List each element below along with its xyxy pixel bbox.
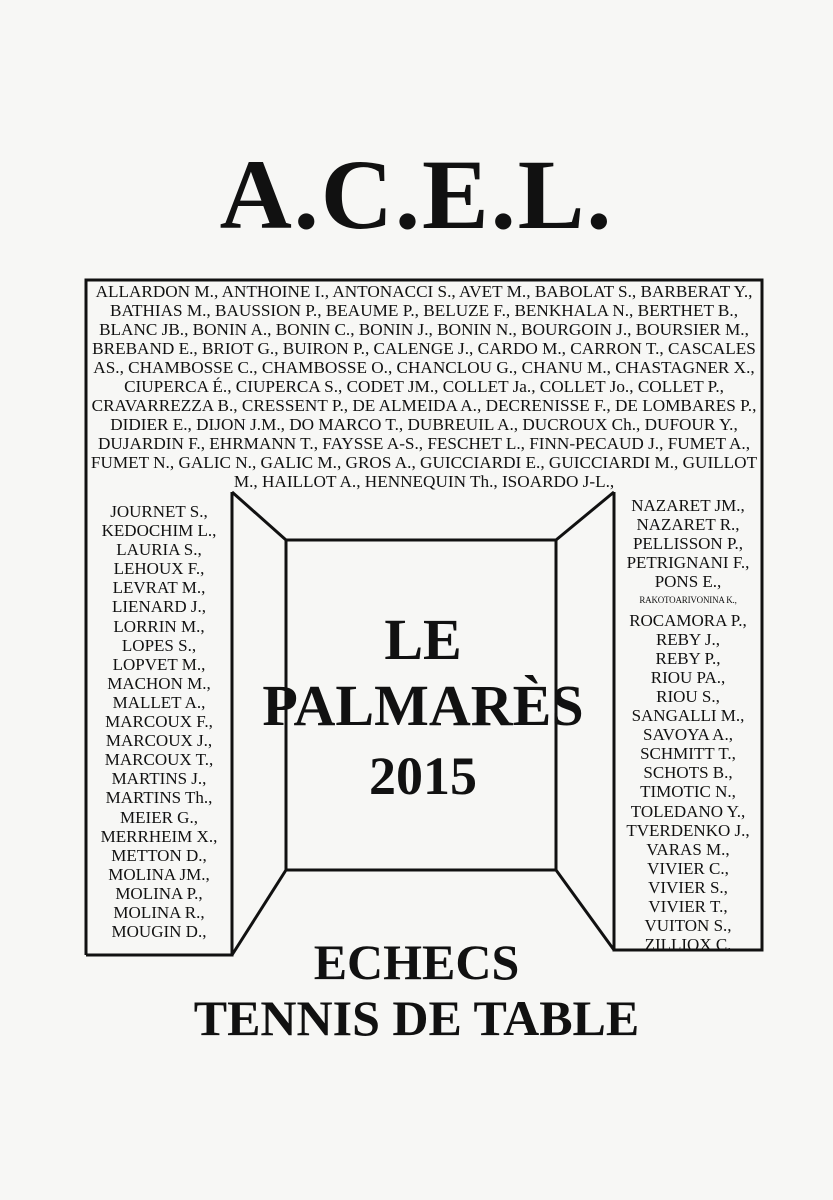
name-entry: VARAS M., — [646, 839, 730, 859]
name-entry: MARCOUX F., — [105, 712, 213, 732]
document-title: A.C.E.L. — [219, 139, 614, 250]
name-entry: MARTINS J., — [111, 769, 207, 789]
names-block-top: ALLARDON M., ANTHOINE I., ANTONACCI S., AVET M., BABOLAT S., BARBERAT Y., BATHIAS M., BAUSSION P., BEAUME P., BELUZE F., BENKHALA N., BERTHET B., BLANC JB., BONIN A., BONIN C., BONIN J., BONIN N., BOURGOIN J., BOURSIER M., BREBAND E., BRIOT G., BUIRON P., CALENGE J., CARDO M., CARRON T., CASCALES AS., CHAMBOSSE C., CHAMBOSSE O., CHANCLOU G., CHANU M., CHASTAGNER X., CIUPERCA É., CIUPERCA S., CODET JM., COLLET Ja., COLLET Jo., COLLET P., CRAVARREZZA B., CRESSENT P., DE ALMEIDA A., DECRENISSE F., DE LOMBARES P., DIDIER E., DIJON J.M., DO MARCO T., DUBREUIL A., DUCROUX Ch., DUFOUR Y., DUJARDIN F., EHRMANN T., FAYSSE A-S., FESCHET L., FINN-PECAUD J., FUMET A., FUMET N., GALIC N., GALIC M., GROS A., GUICCIARDI E., GUICCIARDI M., GUILLOT M., HAILLOT A., HENNEQUIN Th., ISOARDO J-L., — [90, 282, 758, 491]
name-entry: LOPVET M., — [112, 654, 206, 674]
name-entry: RAKOTOARIVONINA K., — [639, 595, 737, 606]
names-column-right — [614, 496, 762, 954]
name-entry: PETRIGNANI F., — [626, 553, 750, 573]
name-entry: SANGALLI M., — [631, 706, 745, 726]
name-entry: REBY P., — [655, 648, 721, 668]
name-entry: MARCOUX J., — [105, 731, 213, 751]
name-entry: MOLINA JM., — [108, 864, 210, 884]
name-entry: RIOU S., — [656, 686, 720, 706]
name-entry: TIMOTIC N., — [640, 782, 736, 802]
name-entry: MALLET A., — [112, 692, 206, 712]
center-title-year: 2015 — [369, 746, 477, 806]
name-entry: VIVIER S., — [648, 877, 728, 897]
name-entry: MOLINA R., — [113, 902, 205, 922]
name-entry: LOPES S., — [121, 635, 197, 655]
name-entry: LEHOUX F., — [113, 559, 205, 579]
name-entry: SCHMITT T., — [640, 744, 736, 764]
name-entry: MOUGIN D., — [111, 922, 207, 942]
name-entry: LORRIN M., — [113, 616, 205, 636]
name-entry: TOLEDANO Y., — [630, 801, 746, 821]
name-entry: KEDOCHIM L., — [101, 521, 217, 541]
name-entry: METTON D., — [111, 845, 207, 865]
name-entry: TVERDENKO J., — [626, 820, 750, 840]
name-entry: MARTINS Th., — [105, 788, 213, 808]
name-entry: MERRHEIM X., — [100, 826, 218, 846]
perspective-line-top-right — [556, 492, 614, 540]
name-entry: PONS E., — [654, 572, 722, 592]
name-entry: MARCOUX T., — [104, 750, 214, 770]
name-entry: MEIER G., — [120, 807, 198, 827]
center-title-line-1: LE — [384, 607, 462, 672]
name-entry: LEVRAT M., — [112, 578, 206, 598]
name-entry: RIOU PA., — [650, 667, 726, 687]
name-entry: VIVIER T., — [648, 896, 728, 916]
name-entry: MACHON M., — [107, 673, 211, 693]
name-entry: LIENARD J., — [112, 597, 206, 617]
name-entry: REBY J., — [655, 629, 721, 649]
name-entry: NAZARET JM., — [631, 496, 745, 515]
name-entry: MOLINA P., — [115, 883, 203, 903]
perspective-line-top-left — [232, 492, 286, 540]
name-entry: LAURIA S., — [116, 540, 202, 560]
name-entry: NAZARET R., — [636, 515, 740, 535]
name-entry: PELLISSON P., — [632, 534, 744, 554]
name-entry: VUITON S., — [644, 916, 732, 936]
name-entry: VIVIER C., — [647, 858, 729, 878]
names-column-left — [88, 502, 230, 941]
name-entry: SAVOYA A., — [643, 725, 733, 745]
name-entry: JOURNET S., — [110, 502, 208, 521]
bottom-heading-table-tennis: TENNIS DE TABLE — [193, 990, 640, 1046]
name-entry: ZILLIOX C. — [644, 935, 732, 955]
name-entry: SCHOTS B., — [643, 763, 733, 783]
name-entry: ROCAMORA P., — [629, 610, 747, 630]
bottom-heading-chess: ECHECS — [313, 934, 520, 990]
center-title-line-2: PALMARÈS — [262, 673, 584, 738]
